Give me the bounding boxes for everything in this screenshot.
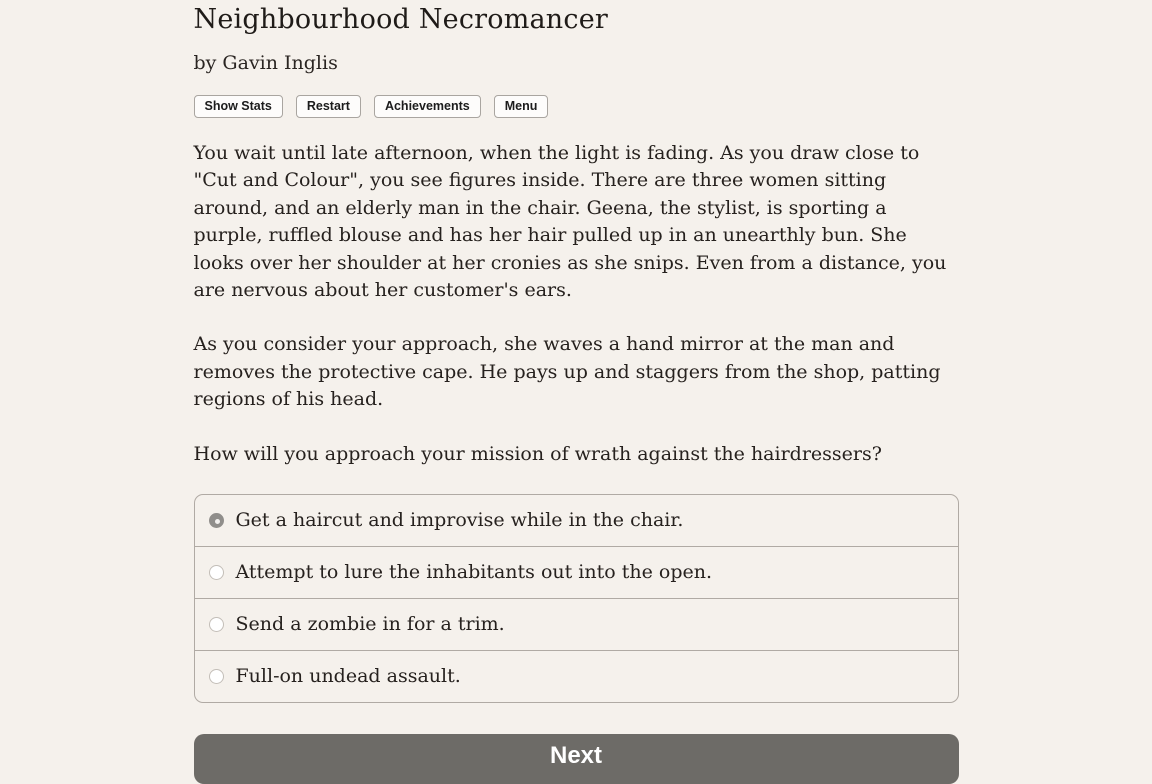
radio-selected-icon[interactable] [209,513,224,528]
choice-option[interactable] [195,495,958,546]
menu-button[interactable]: Menu [494,95,549,118]
choice-prompt: How will you approach your mission of wrath against the hairdressers? [193,442,882,465]
choice-option[interactable] [195,598,958,650]
choice-group [194,494,959,703]
next-button[interactable]: Next [194,734,959,784]
story-page [194,0,959,784]
choice-option-label: Send a zombie in for a trim. [235,613,505,636]
radio-icon[interactable] [209,565,224,580]
choice-option-label: Full-on undead assault. [235,665,461,688]
story-paragraph: As you consider your approach, she waves a hand mirror at the man and removes the protective cape. He pays up and staggers from the shop, patting regions of his head. [193,333,941,411]
show-stats-button[interactable]: Show Stats [194,95,283,118]
page-title: Neighbourhood Necromancer [193,4,608,35]
restart-button[interactable]: Restart [296,95,361,118]
story-paragraph: You wait until late afternoon, when the light is fading. As you draw close to "Cut and Colour", you see figures inside. There are three women sitting around, and an elderly man in the chair. Geena, the stylist, is sporting a purple, ruffled blouse and has her hair pulled up in an unearthly bun. She looks over her shoulder at her cronies as she snips. Even from a distance, you are nervous about her customer's ears. [193,142,947,302]
choice-option-label: Attempt to lure the inhabitants out into the open. [235,561,713,584]
choice-option[interactable] [195,546,958,598]
choice-option[interactable] [195,650,958,702]
author-byline: by Gavin Inglis [193,52,338,74]
choice-option-label: Get a haircut and improvise while in the chair. [235,509,684,532]
radio-icon[interactable] [209,617,224,632]
story-text [194,140,959,468]
toolbar [194,95,959,118]
radio-icon[interactable] [209,669,224,684]
achievements-button[interactable]: Achievements [374,95,481,118]
